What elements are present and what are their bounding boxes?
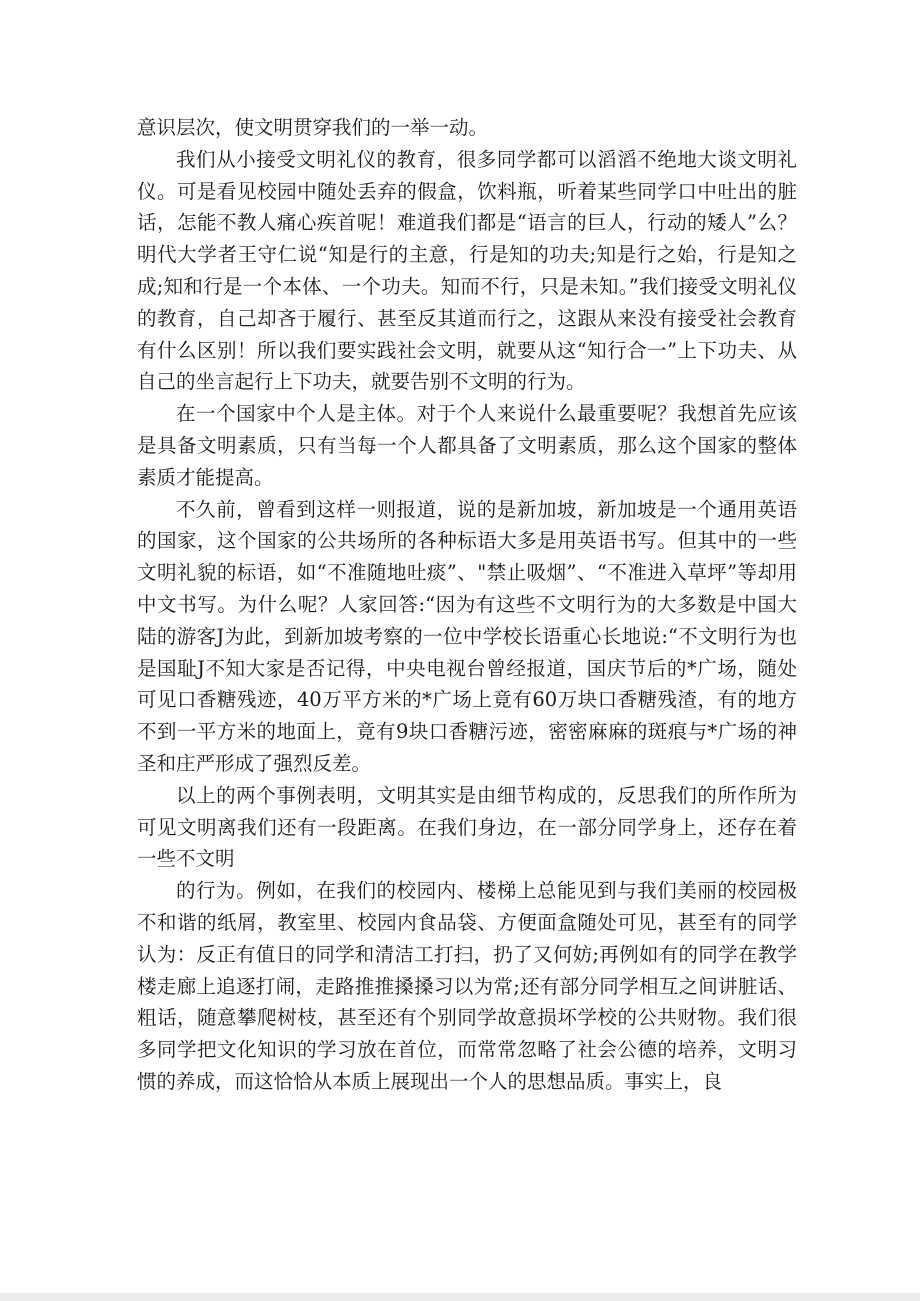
paragraph-campus-behaviour: 的行为。例如，在我们的校园内、楼梯上总能见到与我们美丽的校园极不和谐的纸屑，教室里、校园内食品袋、方便面盒随处可见，甚至有的同学认为：反正有值日的同学和清洁工打扫，扔了又何妨;再例如有的同学在教学楼走廊上追逐打闹，走路推推搡搡习以为常;还有部分同学相互之间讲脏话、粗话，随意攀爬树枝，甚至还有个别同学故意损坏学校的公共财物。我们很多同学把文化知识的学习放在首位，而常常忽略了社会公德的培养，文明习惯的养成，而这恰恰从本质上展现出一个人的思想品质。事实上，良 <box>137 879 797 1093</box>
paragraph-two-examples: 以上的两个事例表明，文明其实是由细节构成的，反思我们的所作所为可见文明离我们还有一段距离。在我们身边，在一部分同学身上，还存在着一些不文明 <box>137 783 797 871</box>
document-body <box>137 112 797 1098</box>
paragraph-singapore-report: 不久前，曾看到这样一则报道，说的是新加坡，新加坡是一个通用英语的国家，这个国家的公共场所的各种标语大多是用英语书写。但其中的一些文明礼貌的标语，如“不准随地吐痰”、"禁止吸烟”、“不准进入草坪”等却用中文书写。为什么呢？人家回答:“因为有这些不文明行为的大多数是中国大陆的游客J为此，到新加坡考察的一位中学校长语重心长地说:“不文明行为也是国耻J不知大家是否记得，中央电视台曾经报道，国庆节后的*广场，随处可见口香糖残迹，40万平方米的*广场上竟有60万块口香糖残渣，有的地方不到一平方米的地面上，竟有9块口香糖污迹，密密麻麻的斑痕与*广场的神圣和庄严形成了强烈反差。 <box>137 497 797 775</box>
paragraph-continuation: 意识层次，使文明贯穿我们的一举一动。 <box>137 116 489 139</box>
paragraph-individual-quality: 在一个国家中个人是主体。对于个人来说什么最重要呢？我想首先应该是具备文明素质，只有当每一个人都具备了文明素质，那么这个国家的整体素质才能提高。 <box>137 402 797 489</box>
paragraph-knowledge-action: 我们从小接受文明礼仪的教育，很多同学都可以滔滔不绝地大谈文明礼仪。可是看见校园中随处丢弃的假盒，饮料瓶，听着某些同学口中吐出的脏话，怎能不教人痛心疾首呢！难道我们都是“语言的巨人，行动的矮人”么？明代大学者王守仁说“知是行的主意，行是知的功夫;知是行之始，行是知之成;知和行是一个本体、一个功夫。知而不行，只是未知。”我们接受文明礼仪的教育，自己却吝于履行、甚至反其道而行之，这跟从来没有接受社会教育有什么区别！所以我们要实践社会文明，就要从这“知行合一”上下功夫、从自己的坐言起行上下功夫，就要告别不文明的行为。 <box>137 147 797 394</box>
page-bottom-strip <box>0 1293 920 1301</box>
